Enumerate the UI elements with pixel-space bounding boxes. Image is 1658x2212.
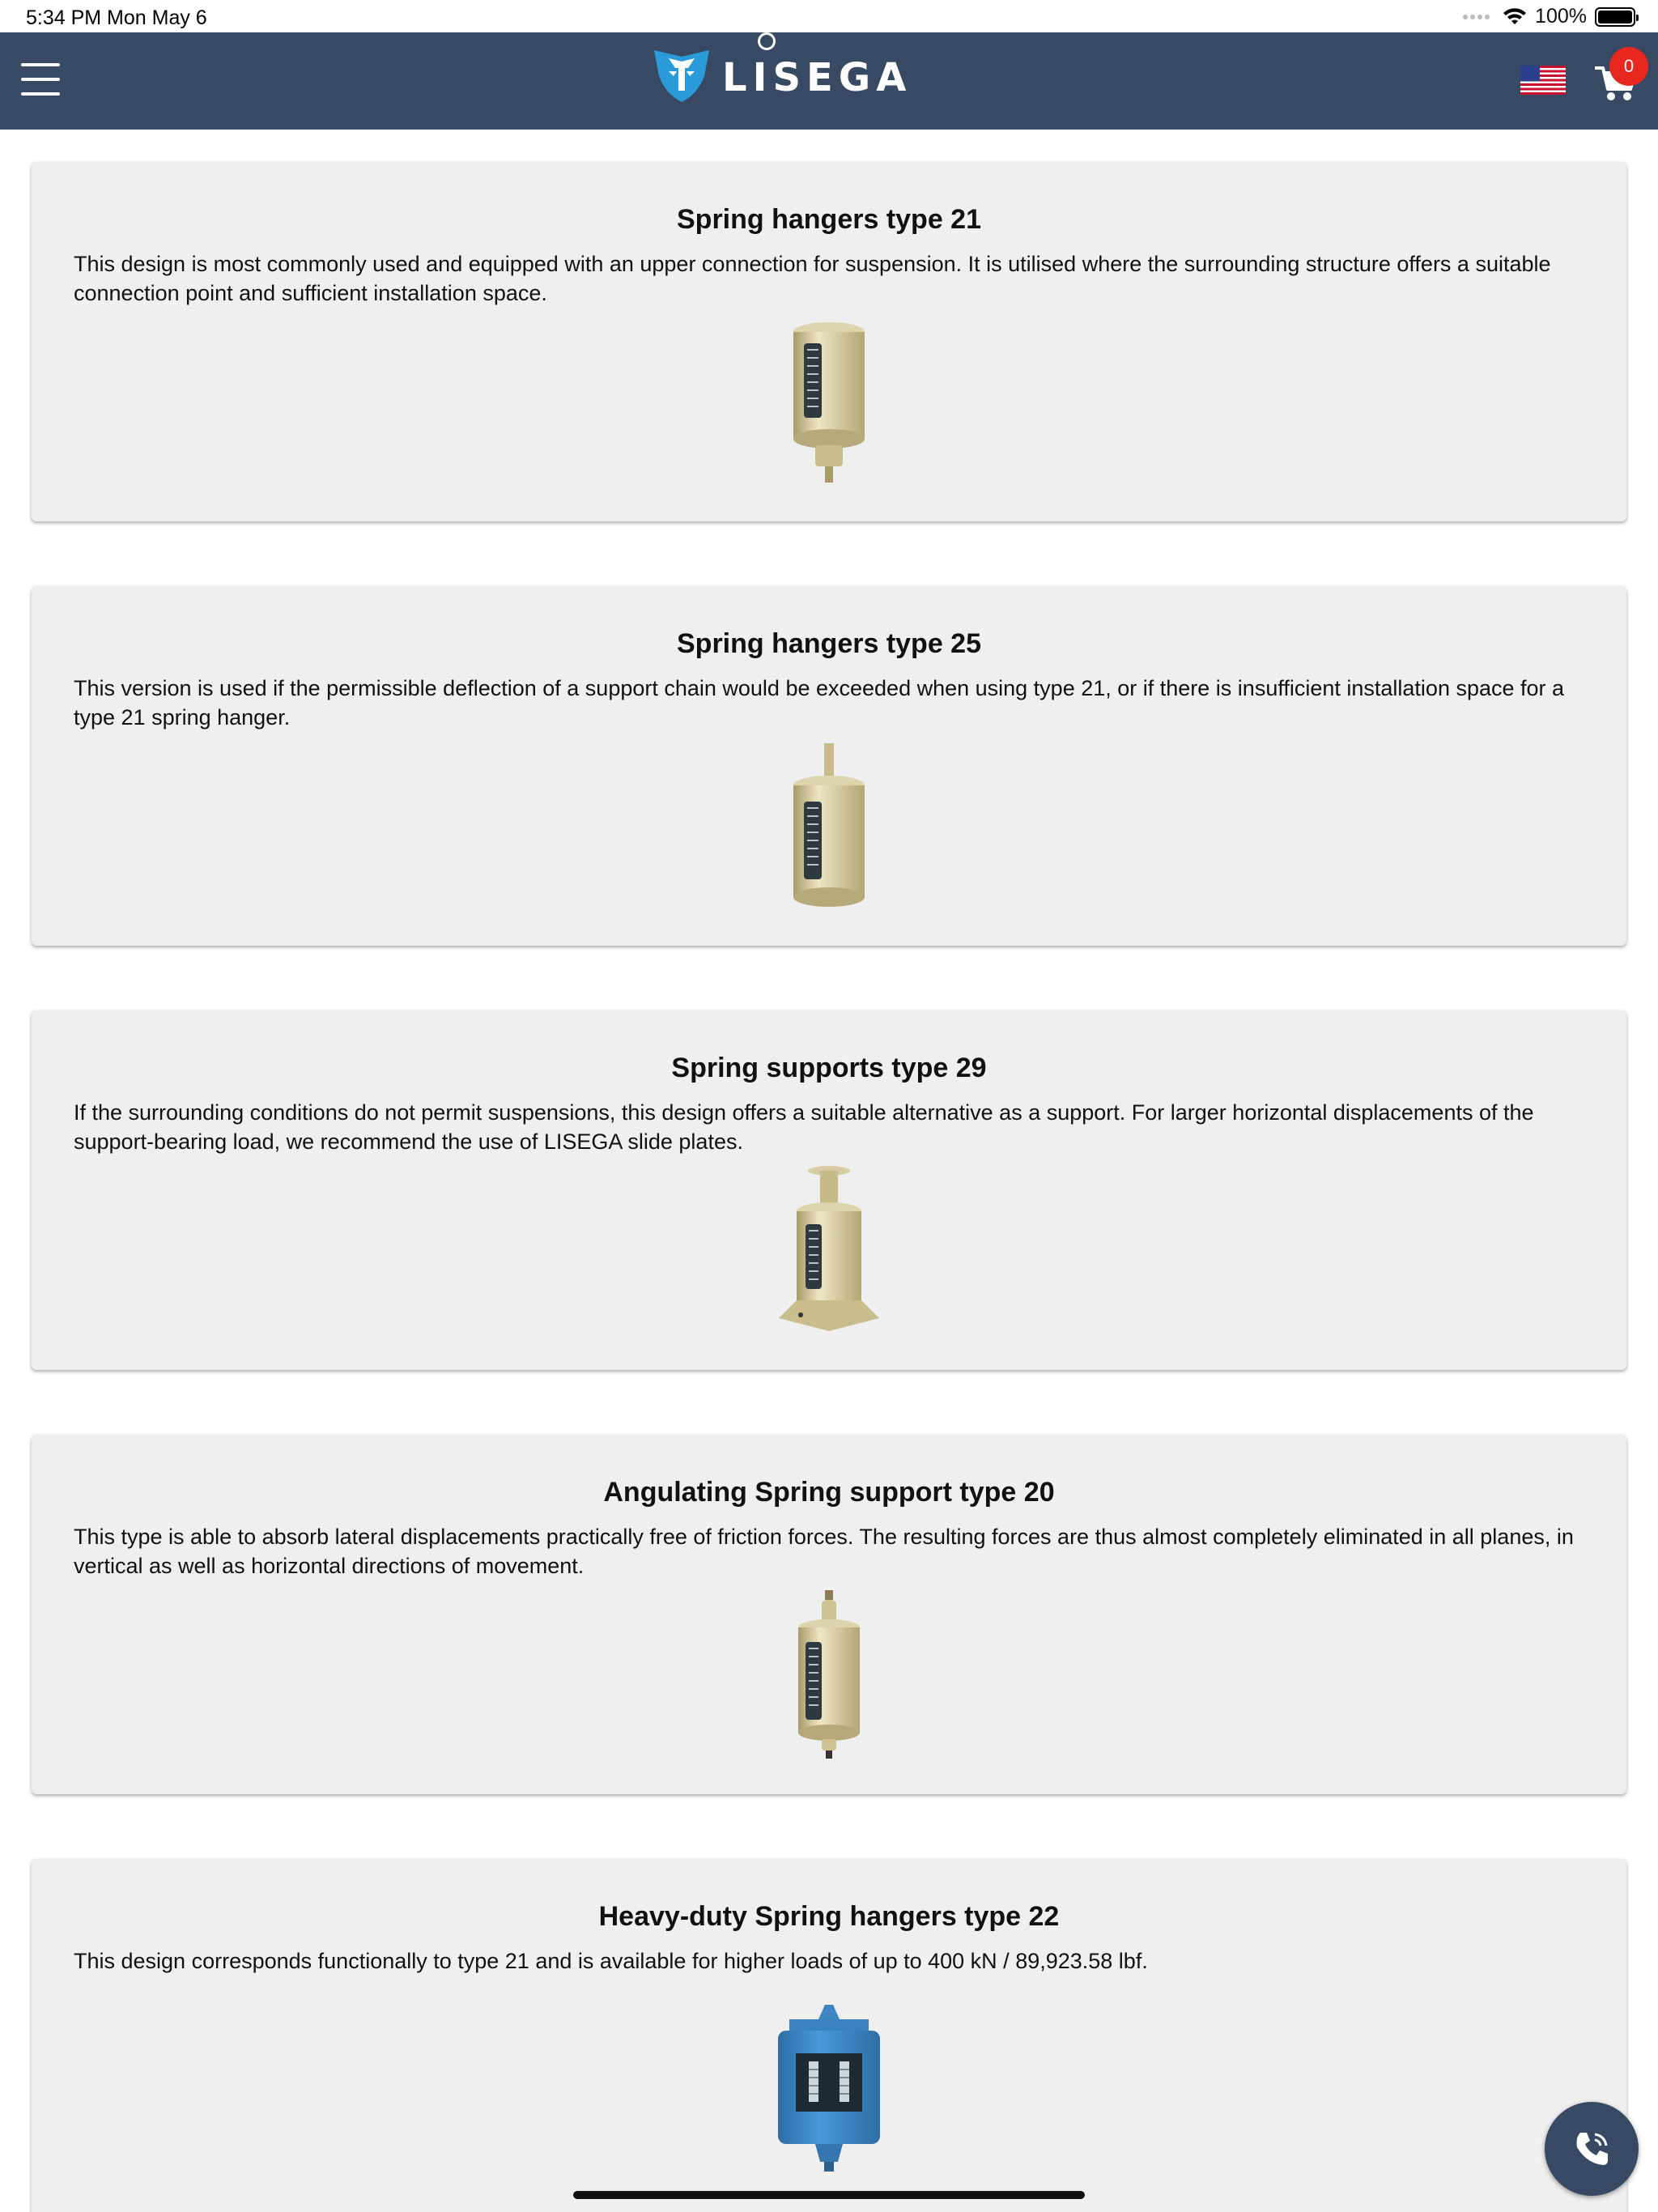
status-bar (0, 0, 1658, 32)
product-title: Spring hangers type 25 (677, 628, 981, 659)
spring-support-29-image (776, 1166, 882, 1336)
product-description: This design corresponds functionally to type 21 and is available for higher loads of up to 400 kN / 89,923.58 lbf. (74, 1949, 1148, 1973)
angulating-support-20-image (776, 1590, 882, 1760)
heavy-duty-hanger-22-image (776, 2003, 882, 2173)
call-button[interactable] (1545, 2102, 1639, 2196)
product-card-type-29[interactable] (32, 1010, 1626, 1370)
lisega-logo[interactable] (653, 47, 912, 104)
app-header (0, 32, 1658, 130)
product-title: Spring hangers type 21 (677, 204, 981, 235)
signal-icon (1463, 15, 1490, 19)
product-card-type-25[interactable] (32, 586, 1626, 946)
spring-hanger-21-image (776, 317, 882, 487)
product-description: This type is able to absorb lateral displacements practically free of friction forces. The resulting forces are thus almost completely eliminated in all planes, in vertical as well as horizontal directions of movement. (74, 1525, 1574, 1578)
product-card-type-20[interactable] (32, 1435, 1626, 1794)
product-title: Angulating Spring support type 20 (603, 1477, 1055, 1508)
wifi-icon (1503, 8, 1527, 26)
us-flag-icon[interactable] (1520, 66, 1566, 95)
battery-icon (1595, 7, 1635, 27)
product-title: Spring supports type 29 (671, 1053, 987, 1083)
product-card-type-22[interactable] (32, 1859, 1626, 2212)
home-indicator[interactable] (573, 2191, 1085, 2199)
battery-percent: 100% (1535, 5, 1587, 28)
spring-hanger-25-image (776, 742, 882, 912)
product-title: Heavy-duty Spring hangers type 22 (598, 1901, 1060, 1932)
menu-icon[interactable] (21, 63, 60, 96)
logo-ring (758, 32, 776, 50)
cart-count-badge: 0 (1609, 47, 1648, 86)
product-description: This version is used if the permissible deflection of a support chain would be exceeded when using type 21, or if there is insufficient installation space for a type 21 spring hanger. (74, 676, 1565, 730)
phone-icon (1569, 2126, 1614, 2172)
product-list (32, 162, 1626, 2212)
lisega-shield-icon (653, 47, 711, 104)
logo-text: LISEGA (722, 55, 912, 100)
product-description: This design is most commonly used and equipped with an upper connection for suspension. It is utilised where the surrounding structure offers a suitable connection point and sufficient installation space. (74, 252, 1551, 305)
product-description: If the surrounding conditions do not permit suspensions, this design offers a suitable alternative as a support. For larger horizontal displacements of the support-bearing load, we recommend the use of LISEGA slide plates. (74, 1100, 1534, 1154)
status-time: 5:34 PM Mon May 6 (26, 6, 207, 29)
status-indicators (1463, 5, 1635, 28)
product-card-type-21[interactable] (32, 162, 1626, 521)
